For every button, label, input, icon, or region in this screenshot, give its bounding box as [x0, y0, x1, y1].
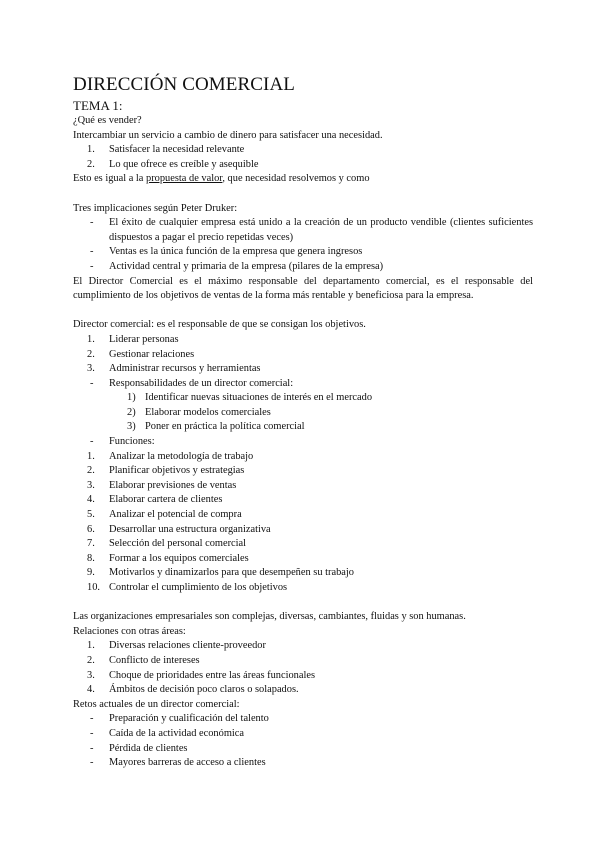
list-item: 5. Analizar el potencial de compra — [87, 509, 242, 521]
list-item: - Actividad central y primaria de la empresa (pilares de la empresa) — [90, 260, 384, 272]
document-title: DIRECCIÓN COMERCIAL — [73, 74, 295, 95]
list-item: 1. Analizar la metodología de trabajo — [87, 450, 254, 462]
list-item: 2. Gestionar relaciones — [87, 348, 195, 360]
relations-list — [73, 639, 533, 697]
challenges-list — [73, 712, 533, 770]
definition-text: Intercambiar un servicio a cambio de dinero para satisfacer una necesidad. — [73, 129, 383, 141]
list-item: 1. Liderar personas — [87, 333, 179, 345]
list-item: - Mayores barreras de acceso a clientes — [90, 757, 266, 769]
functions-label-list — [73, 435, 533, 450]
value-proposition-link: propuesta de valor — [146, 173, 223, 185]
list-item: - Preparación y cualificación del talento — [90, 713, 269, 725]
responsibilities-label: - Responsabilidades de un director comercial: — [90, 377, 294, 389]
question-text: ¿Qué es vender? — [73, 115, 142, 126]
director-intro: Director comercial: es el responsable de que se consigan los objetivos. — [73, 319, 366, 331]
list-item: - Ventas es la única función de la empresa que genera ingresos — [90, 246, 363, 258]
list-item: 4. Ámbitos de decisión poco claros o solapados. — [87, 684, 299, 696]
list-item: 10. Controlar el cumplimiento de los objetivos — [87, 582, 288, 593]
challenges-intro: Retos actuales de un director comercial: — [73, 698, 240, 710]
list-item: 1. Diversas relaciones cliente-proveedor — [87, 640, 266, 652]
list-item: 4. Elaborar cartera de clientes — [87, 494, 223, 506]
list-item: 2) Elaborar modelos comerciales — [127, 406, 271, 418]
list-item: 1. Satisfacer la necesidad relevante — [87, 144, 245, 156]
topic-heading: TEMA 1: — [73, 98, 123, 113]
list-item: - Caída de la actividad económica — [90, 727, 245, 739]
organizations-text: Las organizaciones empresariales son complejas, diversas, cambiantes, fluidas y son humanas. — [73, 611, 466, 623]
definition-list — [73, 143, 533, 172]
list-item: 7. Selección del personal comercial — [87, 538, 247, 550]
list-item: 3) Poner en práctica la política comercial — [127, 421, 305, 433]
list-item: 3. Choque de prioridades entre las áreas funcionales — [87, 669, 316, 681]
list-item: 3. Elaborar previsiones de ventas — [87, 479, 237, 491]
director-definition: El Director Comercial es el máximo responsable del departamento comercial, es el responsable del cumplimiento de los objetivos de ventas de la forma más rentable y beneficiosa para la empresa. — [73, 275, 533, 302]
document-content — [73, 74, 533, 771]
list-item: - El éxito de cualquier empresa está unido a la creación de un producto vendible (clientes suficientes dispuestos a pagar el precio repetidas veces) — [90, 217, 533, 243]
responsibilities-list — [73, 391, 533, 435]
list-item: 1) Identificar nuevas situaciones de interés en el mercado — [127, 392, 373, 404]
druker-list — [73, 216, 533, 274]
director-list — [73, 333, 533, 391]
list-item: 2. Planificar objetivos y estrategias — [87, 465, 245, 477]
relations-intro: Relaciones con otras áreas: — [73, 625, 186, 637]
list-item: 9. Motivarlos y dinamizarlos para que desempeñen su trabajo — [87, 567, 354, 579]
list-item: 8. Formar a los equipos comerciales — [87, 552, 249, 564]
druker-intro: Tres implicaciones según Peter Druker: — [73, 202, 238, 214]
value-proposition-text: Esto es igual a la propuesta de valor, que necesidad resolvemos y como — [73, 173, 370, 185]
functions-list — [73, 450, 533, 596]
list-item: 2. Conflicto de intereses — [87, 654, 200, 666]
list-item: 3. Administrar recursos y herramientas — [87, 363, 261, 375]
functions-label: - Funciones: — [90, 436, 155, 448]
list-item: 6. Desarrollar una estructura organizativa — [87, 523, 271, 535]
list-item: 2. Lo que ofrece es creíble y asequible — [87, 158, 259, 170]
list-item: - Pérdida de clientes — [90, 742, 188, 754]
